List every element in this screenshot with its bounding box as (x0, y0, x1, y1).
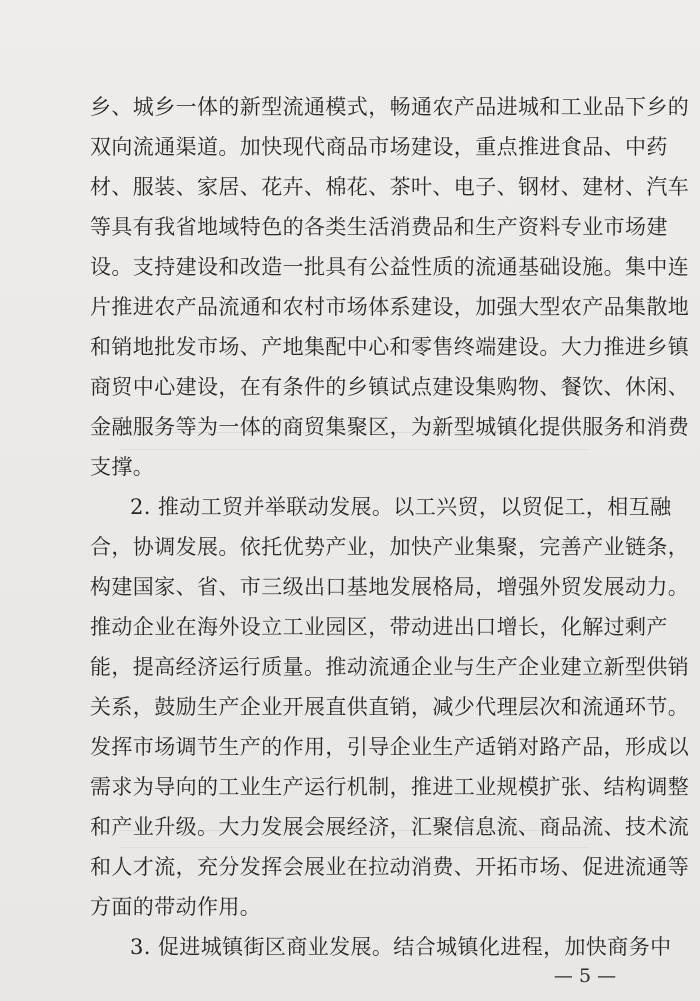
section-heading-line: 3. 促进城镇街区商业发展。结合城镇化进程，加快商务中 (130, 935, 672, 959)
text-line: 和销地批发市场、产地集配中心和零售终端建设。大力推进乡镇 (90, 335, 690, 359)
text-line: 材、服装、家居、花卉、棉花、茶叶、电子、钢材、建材、汽车 (90, 175, 690, 199)
text-line: 需求为导向的工业生产运行机制，推进工业规模扩张、结构调整 (90, 775, 690, 799)
section-heading-line: 2. 推动工贸并举联动发展。以工兴贸，以贸促工，相互融 (130, 495, 672, 519)
text-line: 商贸中心建设，在有条件的乡镇试点建设集购物、餐饮、休闲、 (90, 375, 690, 399)
text-line: 方面的带动作用。 (90, 895, 262, 919)
text-line: 发挥市场调节生产的作用，引导企业生产适销对路产品，形成以 (90, 735, 690, 759)
text-line: 乡、城乡一体的新型流通模式，畅通农产品进城和工业品下乡的 (90, 95, 690, 119)
text-line: 合，协调发展。依托优势产业，加快产业集聚，完善产业链条， (90, 535, 690, 559)
text-line: 和产业升级。大力发展会展经济，汇聚信息流、商品流、技术流 (90, 815, 690, 839)
text-line: 能，提高经济运行质量。推动流通企业与生产企业建立新型供销 (90, 655, 690, 679)
page-number: — 5 — (553, 965, 617, 987)
text-line: 双向流通渠道。加快现代商品市场建设，重点推进食品、中药 (90, 135, 668, 159)
text-line: 等具有我省地域特色的各类生活消费品和生产资料专业市场建 (90, 215, 668, 239)
text-line: 推动企业在海外设立工业园区，带动进出口增长，化解过剩产 (90, 615, 668, 639)
text-line: 支撑。 (90, 455, 155, 479)
text-line: 关系，鼓励生产企业开展直供直销，减少代理层次和流通环节。 (90, 695, 690, 719)
text-line: 和人才流，充分发挥会展业在拉动消费、开拓市场、促进流通等 (90, 855, 690, 879)
text-line: 片推进农产品流通和农村市场体系建设，加强大型农产品集散地 (90, 295, 690, 319)
text-line: 设。支持建设和改造一批具有公益性质的流通基础设施。集中连 (90, 255, 690, 279)
text-line: 金融服务等为一体的商贸集聚区，为新型城镇化提供服务和消费 (90, 415, 690, 439)
text-line: 构建国家、省、市三级出口基地发展格局，增强外贸发展动力。 (90, 575, 690, 599)
